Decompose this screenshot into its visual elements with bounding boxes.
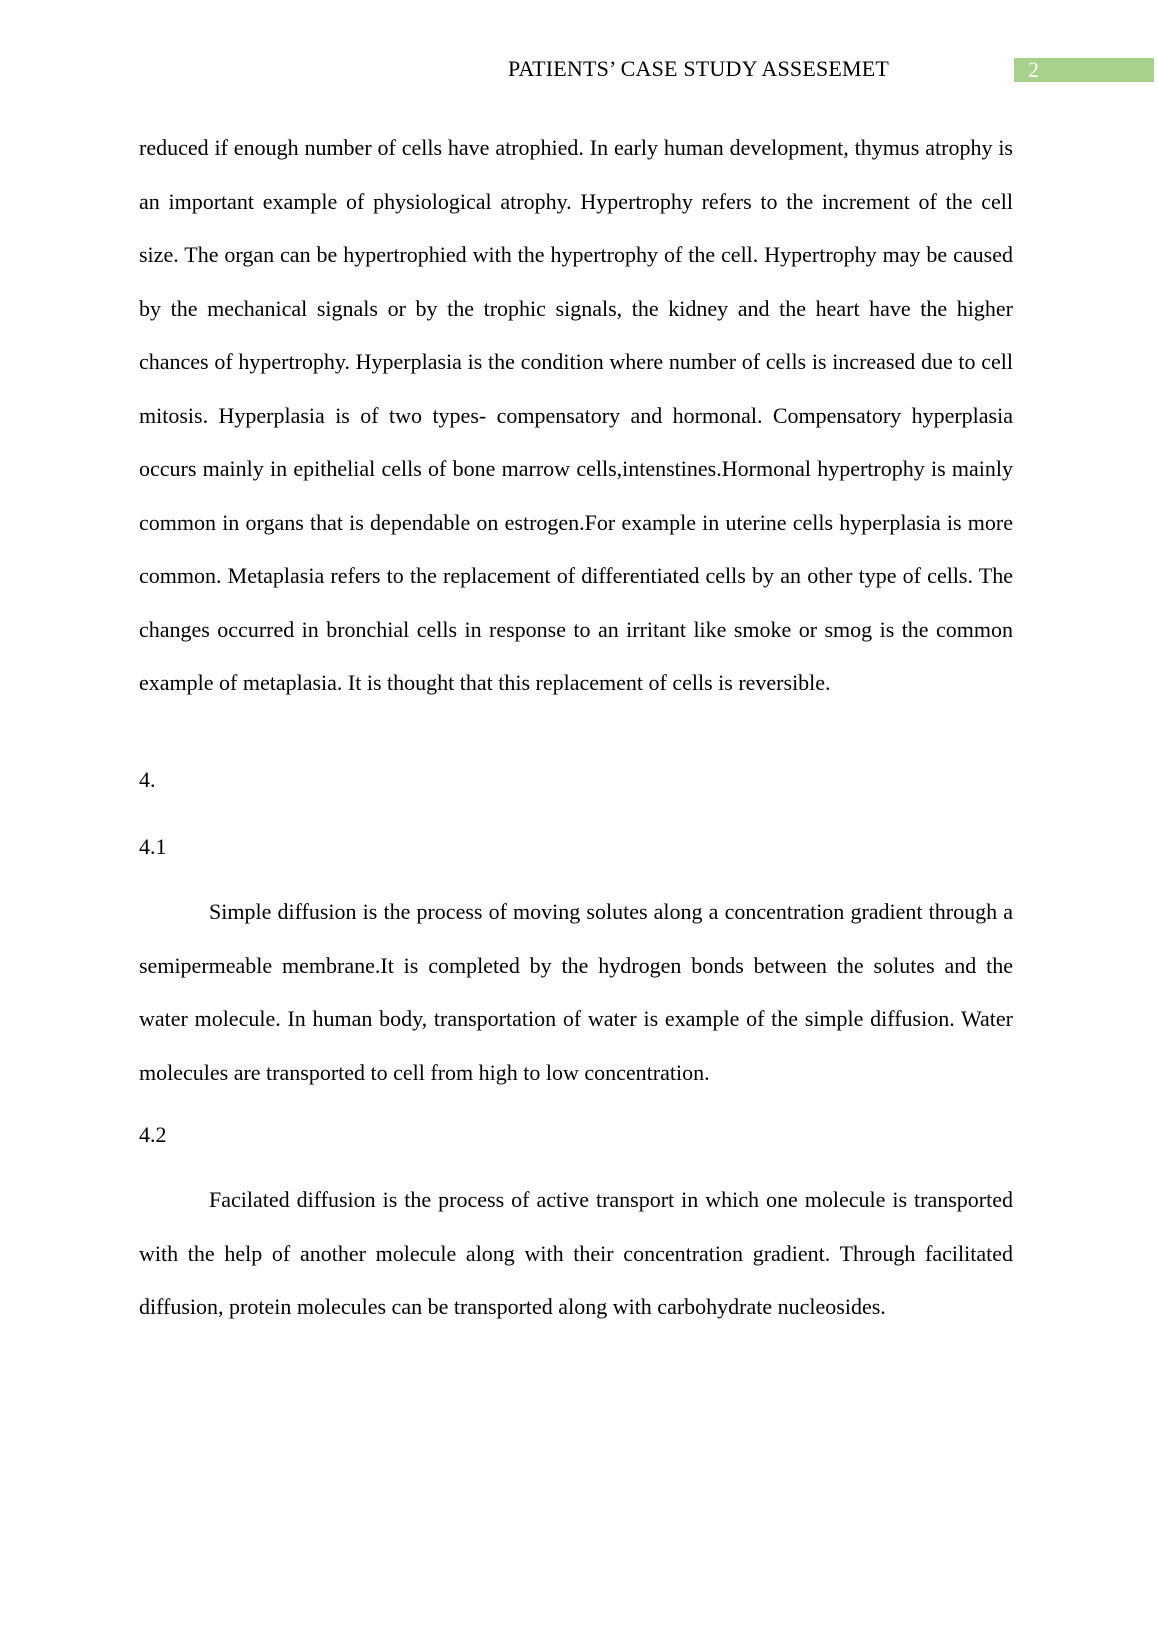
section-heading-4: 4. [139, 767, 156, 792]
paragraph-simple-diffusion: Simple diffusion is the process of moving solutes along a concentration gradient through a semipermeable membrane.It is completed by the hydrogen bonds between the solutes and the water molecule. In human body, transportation of water is example of the simple diffusion. Water molecules are transported to cell from high to low concentration. [139, 899, 1013, 1085]
page-number: 2 [1028, 57, 1039, 82]
section-heading-4-2: 4.2 [139, 1122, 167, 1147]
page-number-badge [1014, 58, 1154, 82]
running-head-title: PATIENTS’ CASE STUDY ASSESEMET [508, 56, 890, 81]
paragraph-atrophy-continued: reduced if enough number of cells have atrophied. In early human development, thymus atrophy is an important example of physiological atrophy. Hypertrophy refers to the increment of the cell size. The organ can be hypertrophied with the hypertrophy of the cell. Hypertrophy may be caused by the mechanical signals or by the trophic signals, the kidney and the heart have the higher chances of hypertrophy. Hyperplasia is the condition where number of cells is increased due to cell mitosis. Hyperplasia is of two types- compensatory and hormonal. Compensatory hyperplasia occurs mainly in epithelial cells of bone marrow cells,intenstines.Hormonal hypertrophy is mainly common in organs that is dependable on estrogen.For example in uterine cells hyperplasia is more common. Metaplasia refers to the replacement of differentiated cells by an other type of cells. The changes occurred in bronchial cells in response to an irritant like smoke or smog is the common example of metaplasia. It is thought that this replacement of cells is reversible. [139, 135, 1013, 695]
paragraph-facilitated-diffusion: Facilated diffusion is the process of active transport in which one molecule is transported with the help of another molecule along with their concentration gradient. Through facilitated diffusion, protein molecules can be transported along with carbohydrate nucleosides. [139, 1187, 1013, 1319]
section-heading-4-1: 4.1 [139, 834, 167, 859]
